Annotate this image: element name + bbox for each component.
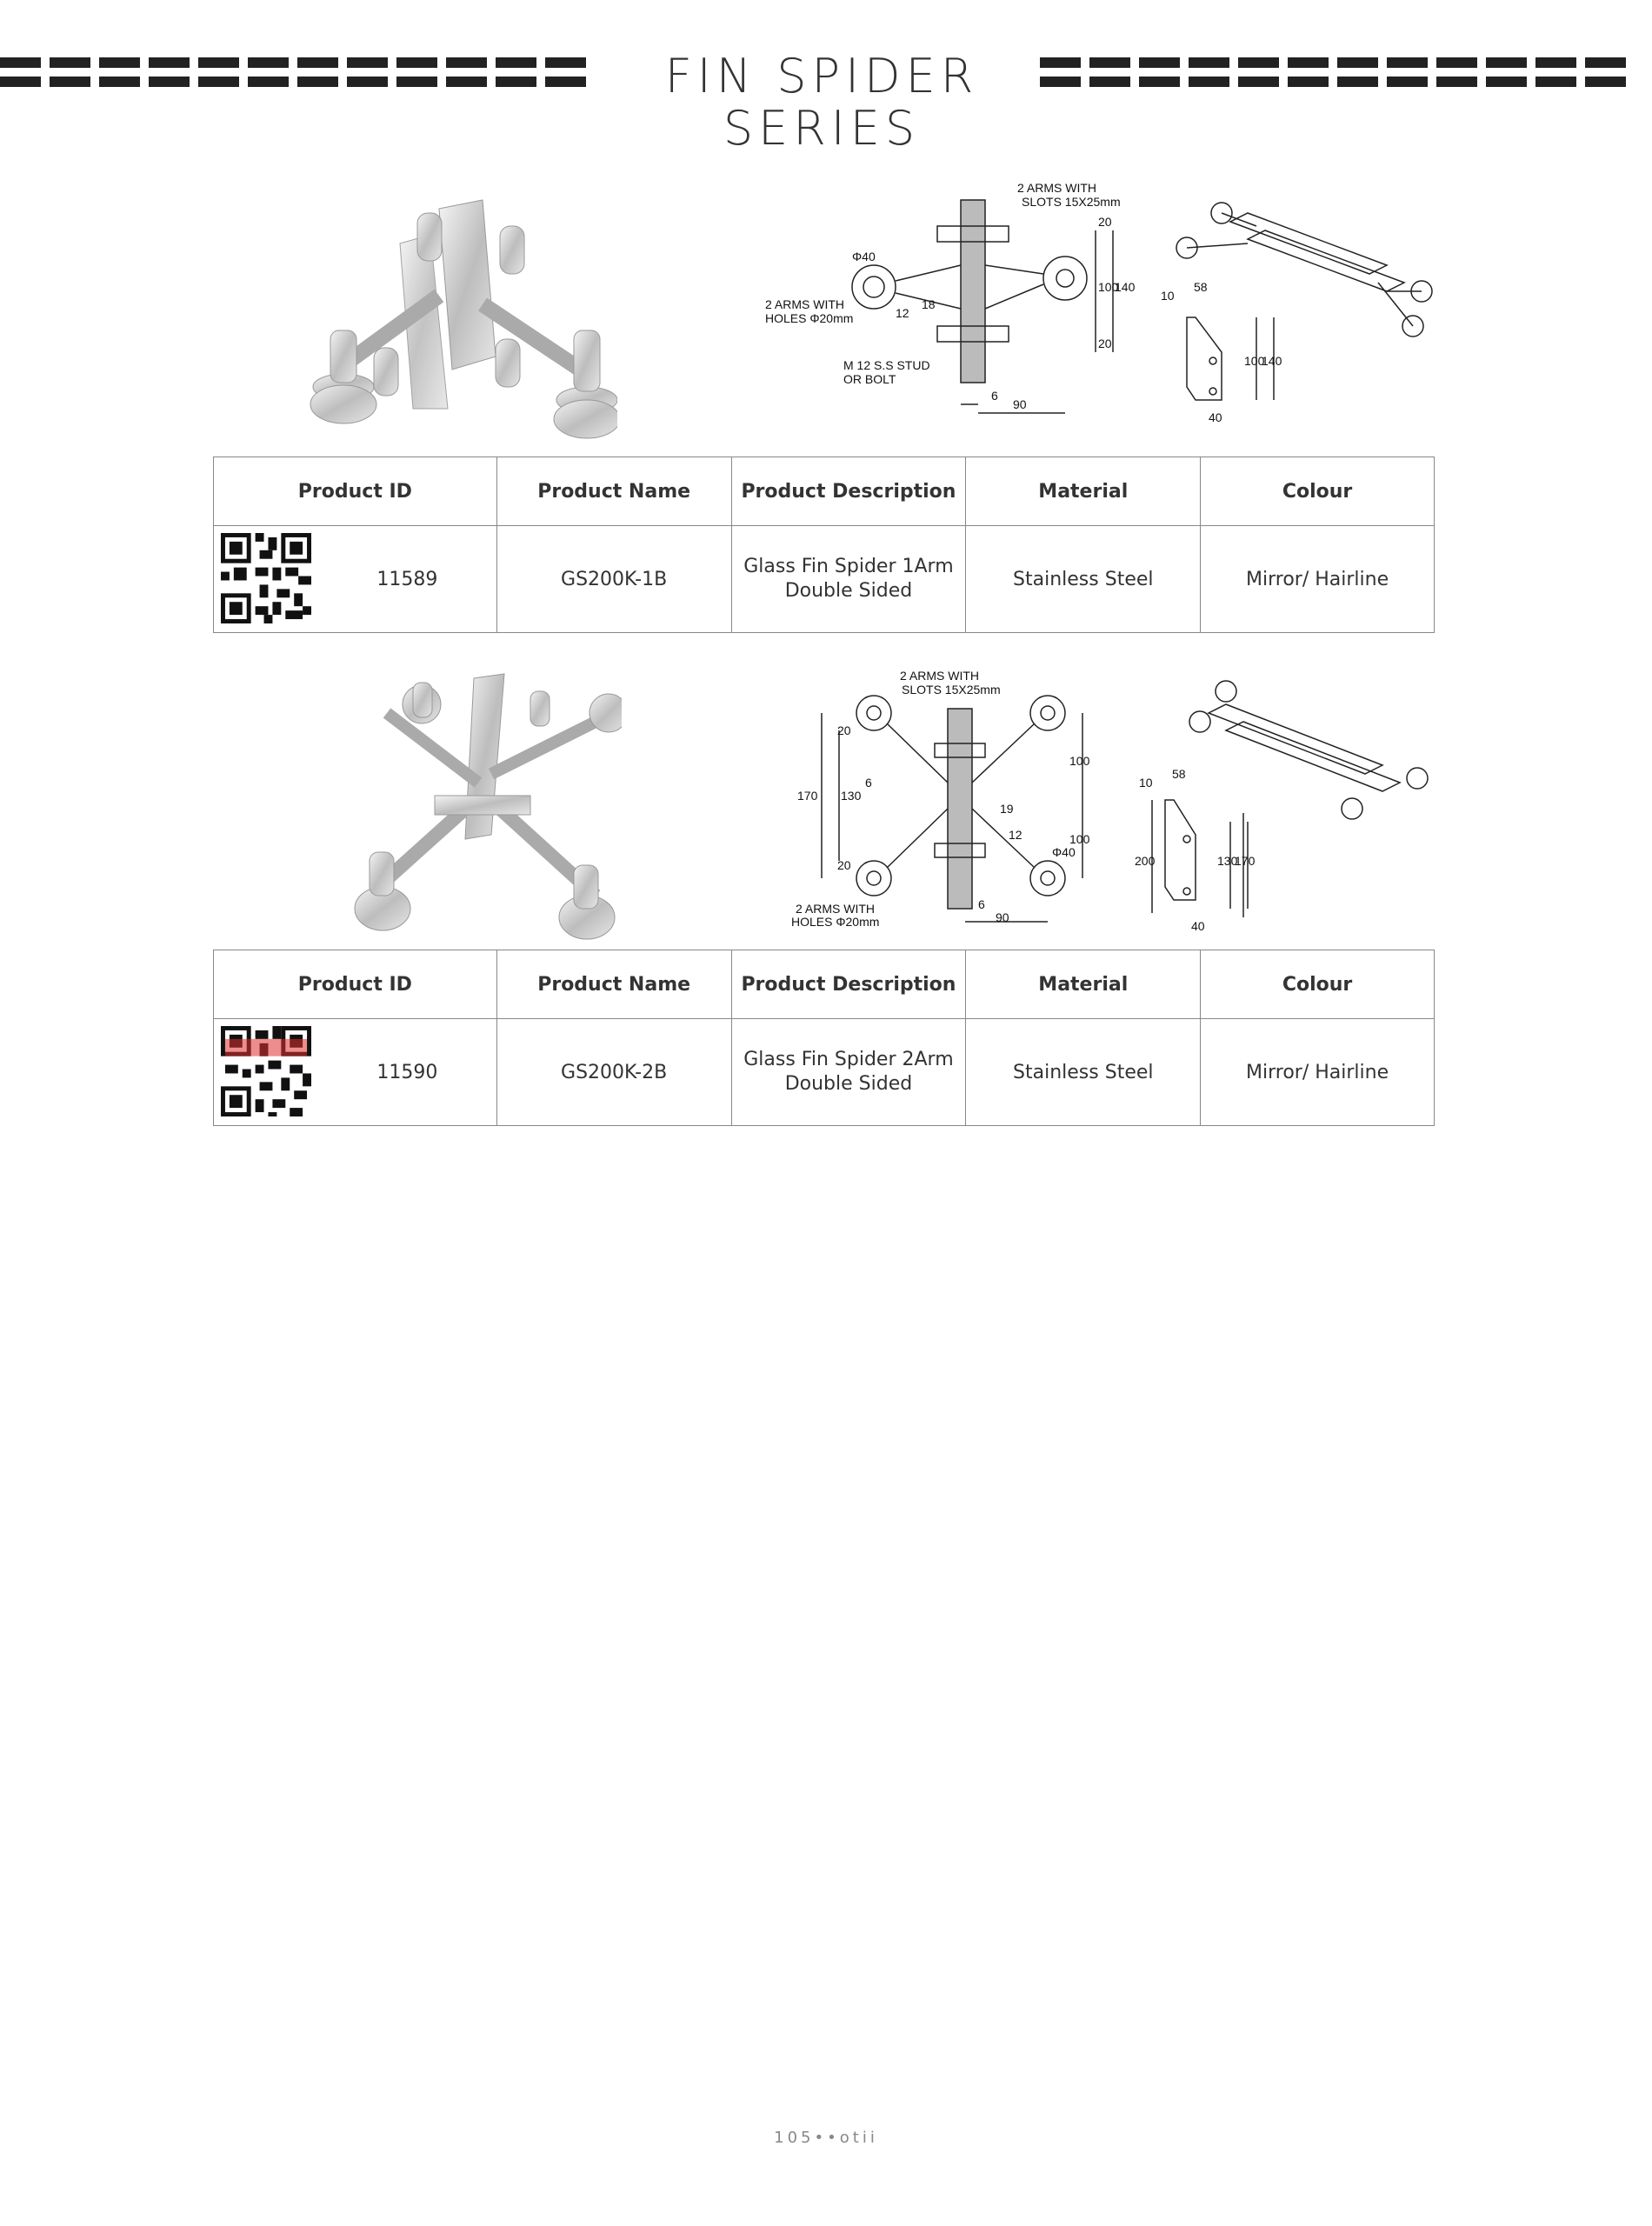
header-dash-rule-right xyxy=(1040,57,1626,96)
product-id: 11589 xyxy=(376,568,438,590)
svg-text:20: 20 xyxy=(1098,215,1112,229)
svg-text:90: 90 xyxy=(1013,397,1027,411)
header-product-id: Product ID xyxy=(214,950,497,1019)
page-title: FIN SPIDER SERIES xyxy=(664,49,979,156)
product-id: 11590 xyxy=(376,1061,438,1083)
svg-text:18: 18 xyxy=(922,297,936,311)
header-dash-rule-left xyxy=(0,57,586,96)
product-id-cell xyxy=(214,526,497,633)
header-material: Material xyxy=(966,457,1201,526)
table-header-row xyxy=(214,950,1435,1019)
header-product-name: Product Name xyxy=(496,457,731,526)
header-product-description: Product Description xyxy=(731,457,966,526)
svg-text:2 ARMS WITH: 2 ARMS WITH xyxy=(765,297,845,311)
colour: Mirror/ Hairline xyxy=(1201,526,1435,633)
svg-text:SLOTS 15X25mm: SLOTS 15X25mm xyxy=(1022,195,1121,209)
svg-text:40: 40 xyxy=(1191,919,1205,933)
table-row xyxy=(214,526,1435,633)
side-view-drawing-gs200k-1b xyxy=(1161,178,1448,430)
material: Stainless Steel xyxy=(966,1019,1201,1126)
svg-text:HOLES Φ20mm: HOLES Φ20mm xyxy=(791,915,880,929)
svg-text:170: 170 xyxy=(1235,854,1256,868)
spec-table-gs200k-2b xyxy=(213,950,1435,1126)
svg-text:58: 58 xyxy=(1172,767,1186,781)
header-product-description: Product Description xyxy=(731,950,966,1019)
svg-text:100: 100 xyxy=(1244,354,1265,368)
product-photo-gs200k-2b xyxy=(335,670,622,948)
svg-text:10: 10 xyxy=(1161,289,1175,303)
header-colour: Colour xyxy=(1201,950,1435,1019)
product-name: GS200K-1B xyxy=(496,526,731,633)
colour: Mirror/ Hairline xyxy=(1201,1019,1435,1126)
qr-code-icon[interactable] xyxy=(221,533,311,623)
svg-text:10: 10 xyxy=(1139,776,1153,790)
product-description: Glass Fin Spider 2Arm Double Sided xyxy=(731,1019,966,1126)
svg-text:170: 170 xyxy=(797,789,818,803)
header-colour: Colour xyxy=(1201,457,1435,526)
svg-text:2 ARMS WITH: 2 ARMS WITH xyxy=(796,902,876,916)
svg-text:140: 140 xyxy=(1115,280,1136,294)
page-footer: 105••otii xyxy=(774,2129,878,2147)
svg-text:M 12 S.S STUD: M 12 S.S STUD xyxy=(843,358,930,372)
technical-drawing-gs200k-2b xyxy=(787,670,1117,930)
side-view-drawing-gs200k-2b xyxy=(1130,670,1443,939)
svg-text:140: 140 xyxy=(1262,354,1282,368)
svg-text:20: 20 xyxy=(837,858,851,872)
svg-text:HOLES Φ20mm: HOLES Φ20mm xyxy=(765,311,854,325)
product-id-cell xyxy=(214,1019,497,1126)
svg-text:Φ40: Φ40 xyxy=(852,250,876,263)
svg-text:130: 130 xyxy=(841,789,862,803)
svg-text:6: 6 xyxy=(978,897,985,911)
svg-text:90: 90 xyxy=(996,910,1009,924)
product-name: GS200K-2B xyxy=(496,1019,731,1126)
svg-text:12: 12 xyxy=(896,306,909,320)
table-header-row xyxy=(214,457,1435,526)
product-photo-gs200k-1b xyxy=(309,191,617,443)
svg-text:2 ARMS WITH: 2 ARMS WITH xyxy=(900,670,980,683)
qr-code-icon[interactable] xyxy=(221,1026,311,1116)
svg-text:40: 40 xyxy=(1209,410,1222,424)
header-product-id: Product ID xyxy=(214,457,497,526)
svg-text:19: 19 xyxy=(1000,802,1014,816)
technical-drawing-gs200k-1b xyxy=(756,178,1148,430)
svg-text:20: 20 xyxy=(1098,337,1112,350)
svg-text:Φ40: Φ40 xyxy=(1052,845,1076,859)
svg-text:6: 6 xyxy=(865,776,872,790)
spec-table-gs200k-1b xyxy=(213,457,1435,633)
svg-text:12: 12 xyxy=(1009,828,1023,842)
material: Stainless Steel xyxy=(966,526,1201,633)
svg-text:2 ARMS WITH: 2 ARMS WITH xyxy=(1017,181,1097,195)
header-product-name: Product Name xyxy=(496,950,731,1019)
svg-text:OR BOLT: OR BOLT xyxy=(843,372,896,386)
svg-text:6: 6 xyxy=(991,389,998,403)
svg-text:100: 100 xyxy=(1069,754,1090,768)
svg-text:58: 58 xyxy=(1194,280,1208,294)
product-description: Glass Fin Spider 1Arm Double Sided xyxy=(731,526,966,633)
svg-text:SLOTS 15X25mm: SLOTS 15X25mm xyxy=(902,683,1001,696)
svg-text:130: 130 xyxy=(1217,854,1238,868)
svg-text:100: 100 xyxy=(1069,832,1090,846)
svg-text:200: 200 xyxy=(1135,854,1156,868)
svg-text:20: 20 xyxy=(837,723,851,737)
svg-text:100: 100 xyxy=(1098,280,1119,294)
header-material: Material xyxy=(966,950,1201,1019)
page-header xyxy=(0,49,1652,156)
table-row xyxy=(214,1019,1435,1126)
